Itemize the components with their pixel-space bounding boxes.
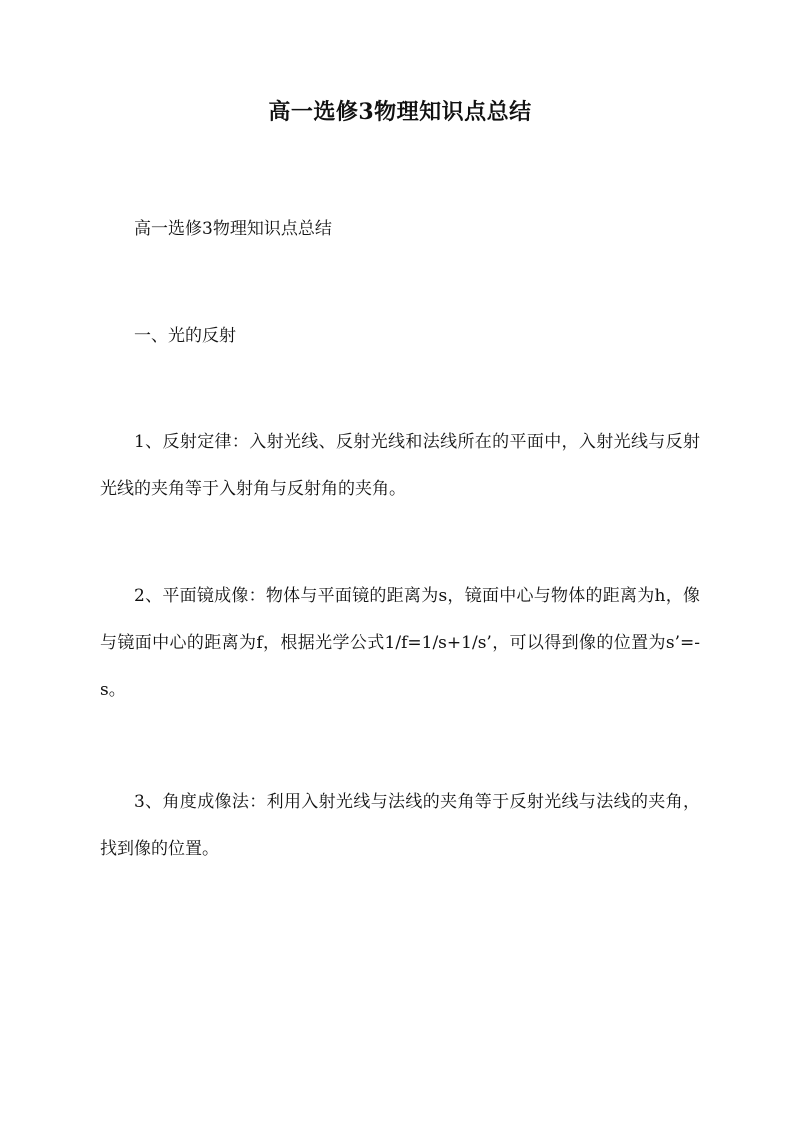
paragraph-item-2: 2、平面镜成像：物体与平面镜的距离为s，镜面中心与物体的距离为h，像与镜面中心的距离为f，根据光学公式1/f=1/s+1/s’，可以得到像的位置为s’=-s。 [100, 586, 700, 700]
paragraph-item-3: 3、角度成像法：利用入射光线与法线的夹角等于反射光线与法线的夹角，找到像的位置。 [100, 792, 700, 859]
section-heading: 一、光的反射 [134, 326, 236, 346]
paragraph-item-1: 1、反射定律：入射光线、反射光线和法线所在的平面中，入射光线与反射光线的夹角等于入射角与反射角的夹角。 [100, 432, 700, 499]
document-subtitle: 高一选修3物理知识点总结 [134, 219, 332, 239]
document-title: 高一选修3物理知识点总结 [268, 99, 532, 125]
